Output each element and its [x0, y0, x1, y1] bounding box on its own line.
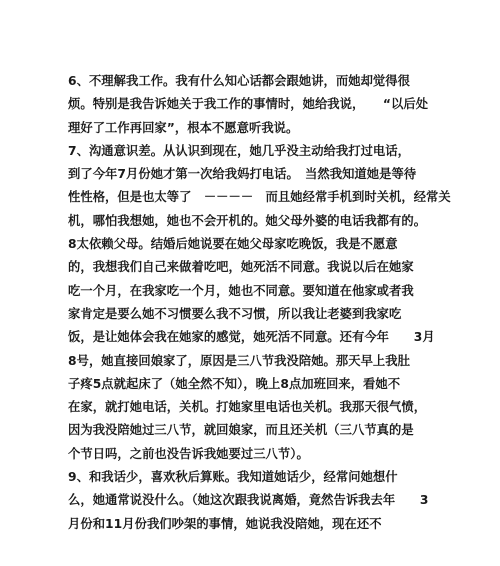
text-line: 机，哪怕我想她，她也不会开机的。她父母外婆的电话我都有的。: [68, 213, 427, 228]
text-line: 8太依赖父母。结婚后她说要在她父母家吃晚饭，我是不愿意: [68, 237, 398, 252]
text-line: 么，她通常说没什么。（她这次跟我说离婚，竟然告诉我去年 3: [68, 493, 429, 508]
text-line: 吃一个月，在我家吃一个月，她也不同意。要知道在他家或者我: [68, 283, 414, 298]
text-line: 9、和我话少，喜欢秋后算账。我知道她话少，经常问她想什: [68, 470, 398, 485]
text-line: 到了今年7月份她才第一次给我妈打电话。 当然我知道她是等待: [68, 167, 417, 182]
text-line: 7、沟通意识差。从认识到现在，她几乎没主动给我打过电话，: [68, 143, 410, 158]
text-line: 烦。特别是我告诉她关于我工作的事情时，她给我说， “以后处: [68, 97, 429, 112]
text-line: 因为我没陪她过三八节，就回娘家，而且还关机（三八节真的是: [68, 423, 414, 438]
text-line: 在家，就打她电话，关机。打她家里电话也关机。我那天很气愤，: [68, 400, 427, 415]
text-line: 理好了工作再回家”，根本不愿意听我说。: [68, 120, 299, 135]
text-line: 6、不理解我工作。我有什么知心话都会跟她讲，而她却觉得很: [68, 74, 410, 88]
text-line: 8号，她直接回娘家了，原因是三八节我没陪她。那天早上我肚: [68, 353, 410, 368]
body-text: [68, 70, 451, 536]
text-line: 子疼5点就起床了（她全然不知），晚上8点加班回来，看她不: [68, 376, 401, 391]
text-line: 个节日吗，之前也没告诉我她要过三八节）。: [68, 446, 309, 461]
text-line: 饭，是让她体会我在她家的感觉，她死活不同意。还有今年 3月: [68, 330, 435, 345]
text-line: 性性格，但是也太等了 －－－－ 而且她经常手机到时关机，经常关: [68, 190, 451, 205]
text-line: 的，我想我们自己来做着吃吧，她死活不同意。我说以后在她家: [68, 260, 414, 275]
text-line: 家肯定是要么她不习惯要么我不习惯，所以我让老婆到我家吃: [68, 306, 402, 321]
text-line: 月份和11月份我们吵架的事情，她说我没陪她，现在还不: [68, 516, 382, 531]
